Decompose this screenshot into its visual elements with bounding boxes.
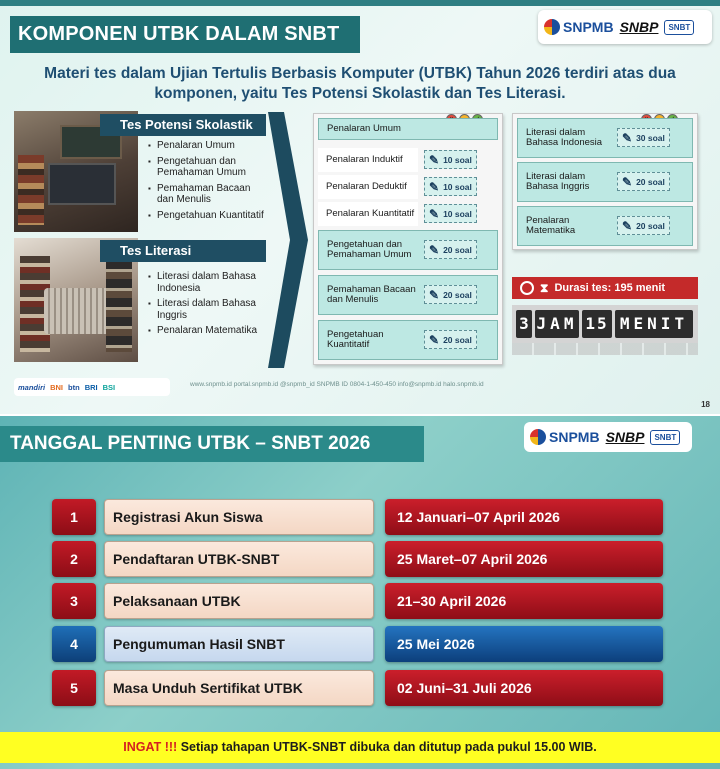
question-count-badge	[424, 330, 477, 349]
duration-banner	[512, 277, 698, 299]
chevron-arrow-icon	[268, 112, 308, 368]
schedule-row	[52, 541, 664, 577]
reminder-text: Setiap tahapan UTBK-SNBT dibuka dan ditutup pada pukul 15.00 WIB.	[177, 740, 597, 754]
btn-logo: btn	[68, 382, 80, 392]
count-label: 20 soal	[636, 220, 665, 231]
sub-row	[318, 175, 418, 199]
schedule-row	[52, 670, 664, 706]
list-item: ▪ Penalaran Umum	[148, 140, 268, 152]
list-item: ▪ Pemahaman Bacaan dan Menulis	[148, 183, 268, 206]
bsi-logo: BSI	[102, 382, 116, 392]
snpmb-logo	[530, 429, 600, 445]
snpmb-emblem-icon	[544, 19, 560, 35]
step-label: Pendaftaran UTBK-SNBT	[104, 541, 374, 577]
logo-strip	[538, 10, 712, 44]
reminder-banner	[0, 732, 720, 763]
component-label: Pemahaman Bacaan dan Menulis	[327, 284, 416, 305]
snbp-logo: SNBP	[619, 19, 659, 35]
bni-logo: BNI	[50, 382, 64, 392]
list-item: ▪ Pengetahuan Kuantitatif	[148, 210, 268, 222]
component-label: Pengetahuan dan Pemahaman Umum	[327, 239, 412, 260]
component-label: Literasi dalam Bahasa Indonesia	[526, 127, 603, 148]
question-count-badge	[617, 128, 670, 147]
logo-strip	[524, 422, 692, 452]
laptop-graphic	[48, 163, 116, 205]
question-count-badge	[424, 150, 477, 169]
step-date: 25 Maret–07 April 2026	[385, 541, 663, 577]
list-item: ▪ Pengetahuan dan Pemahaman Umum	[148, 156, 268, 179]
snbt-logo: SNBT	[650, 430, 680, 445]
step-number: 2	[52, 541, 96, 577]
bri-logo: BRI	[84, 382, 98, 392]
count-label: 10 soal	[443, 181, 472, 192]
step-date: 25 Mei 2026	[385, 626, 663, 662]
book-stack-graphic	[106, 260, 132, 352]
step-date: 02 Juni–31 Juli 2026	[385, 670, 663, 706]
step-number: 1	[52, 499, 96, 535]
page-number: 18	[701, 400, 710, 409]
clock-minutes-unit: MENIT	[615, 310, 693, 338]
sub-row-label: Penalaran Kuantitatif	[326, 208, 415, 219]
sub-row	[318, 148, 418, 172]
slide-tanggal-penting	[0, 416, 720, 769]
count-label: 20 soal	[636, 176, 665, 187]
count-label: 10 soal	[443, 154, 472, 165]
mandiri-logo: mandiri	[18, 382, 46, 392]
snpmb-logo	[544, 19, 614, 35]
count-label: 20 soal	[443, 244, 472, 255]
literasi-detail-panel	[512, 113, 698, 250]
sub-row-label: Penalaran Deduktif	[326, 181, 407, 192]
snbt-logo: SNBT	[664, 20, 694, 35]
question-count-badge	[617, 172, 670, 191]
question-count-badge	[424, 285, 477, 304]
intro-text: Materi tes dalam Ujian Tertulis Berbasis Komputer (UTBK) Tahun 2026 terdiri atas dua komponen, yaitu Tes Potensi Skolastik dan Tes Literasi.	[44, 65, 676, 102]
book-stack-graphic	[18, 155, 44, 225]
edit-note-icon: ✎	[429, 287, 440, 302]
top-accent-bar	[0, 0, 720, 6]
basket-graphic	[44, 288, 110, 334]
sub-row-label: Penalaran Induktif	[326, 154, 403, 165]
list-item: ▪ Penalaran Matematika	[148, 325, 268, 337]
count-label: 20 soal	[443, 289, 472, 300]
count-label: 10 soal	[443, 208, 472, 219]
bank-logos	[14, 378, 170, 396]
clock-hours: 3	[516, 310, 532, 338]
contact-strip: www.snpmb.id portal.snpmb.id @snpmb_id SNPMB ID 0804-1-450-450 info@snpmb.id halo.snpmb.id	[190, 381, 484, 388]
step-label: Pengumuman Hasil SNBT	[104, 626, 374, 662]
literasi-heading: Tes Literasi	[100, 240, 266, 262]
edit-note-icon: ✎	[429, 179, 440, 194]
edit-note-icon: ✎	[429, 332, 440, 347]
tps-list	[148, 140, 268, 225]
hourglass-icon: ⧗	[540, 280, 549, 295]
step-date: 12 Januari–07 April 2026	[385, 499, 663, 535]
count-label: 20 soal	[443, 334, 472, 345]
panel-header-label: Penalaran Umum	[327, 123, 401, 134]
sub-row	[318, 202, 418, 226]
flip-clock	[512, 305, 698, 343]
step-label: Registrasi Akun Siswa	[104, 499, 374, 535]
clock-minutes: 15	[582, 310, 612, 338]
component-label: Literasi dalam Bahasa Inggris	[526, 171, 590, 192]
snpmb-logo-text: SNPMB	[549, 429, 600, 445]
step-label: Pelaksanaan UTBK	[104, 583, 374, 619]
slide-title: TANGGAL PENTING UTBK – SNBT 2026	[0, 426, 424, 462]
slide-title: KOMPONEN UTBK DALAM SNBT	[10, 16, 360, 53]
snbp-logo: SNBP	[605, 429, 645, 445]
question-count-badge	[424, 177, 477, 196]
edit-note-icon: ✎	[429, 242, 440, 257]
schedule-row	[52, 583, 664, 619]
snpmb-emblem-icon	[530, 429, 546, 445]
edit-note-icon: ✎	[622, 218, 633, 233]
component-label: Penalaran Matematika	[526, 215, 576, 236]
question-count-badge	[424, 240, 477, 259]
schedule-row	[52, 626, 664, 662]
count-label: 30 soal	[636, 132, 665, 143]
edit-note-icon: ✎	[429, 152, 440, 167]
tps-heading: Tes Potensi Skolastik	[100, 114, 266, 136]
edit-note-icon: ✎	[622, 174, 633, 189]
step-date: 21–30 April 2026	[385, 583, 663, 619]
step-number: 5	[52, 670, 96, 706]
duration-label: Durasi tes: 195 menit	[554, 282, 666, 294]
step-number: 3	[52, 583, 96, 619]
step-label: Masa Unduh Sertifikat UTBK	[104, 670, 374, 706]
schedule-row	[52, 499, 664, 535]
question-count-badge	[424, 204, 477, 223]
list-item: ▪ Literasi dalam Bahasa Inggris	[148, 298, 268, 321]
component-label: Pengetahuan Kuantitatif	[327, 329, 384, 350]
timer-icon	[520, 281, 534, 295]
step-number: 4	[52, 626, 96, 662]
list-item: ▪ Literasi dalam Bahasa Indonesia	[148, 271, 268, 294]
literasi-list	[148, 271, 268, 341]
edit-note-icon: ✎	[622, 130, 633, 145]
reminder-prefix: INGAT !!!	[123, 740, 178, 754]
snpmb-logo-text: SNPMB	[563, 19, 614, 35]
panel-header	[318, 118, 498, 140]
clock-reflection	[512, 343, 698, 355]
question-count-badge	[617, 216, 670, 235]
clock-hours-unit: JAM	[535, 310, 579, 338]
tps-detail-panel	[313, 113, 503, 365]
edit-note-icon: ✎	[429, 206, 440, 221]
